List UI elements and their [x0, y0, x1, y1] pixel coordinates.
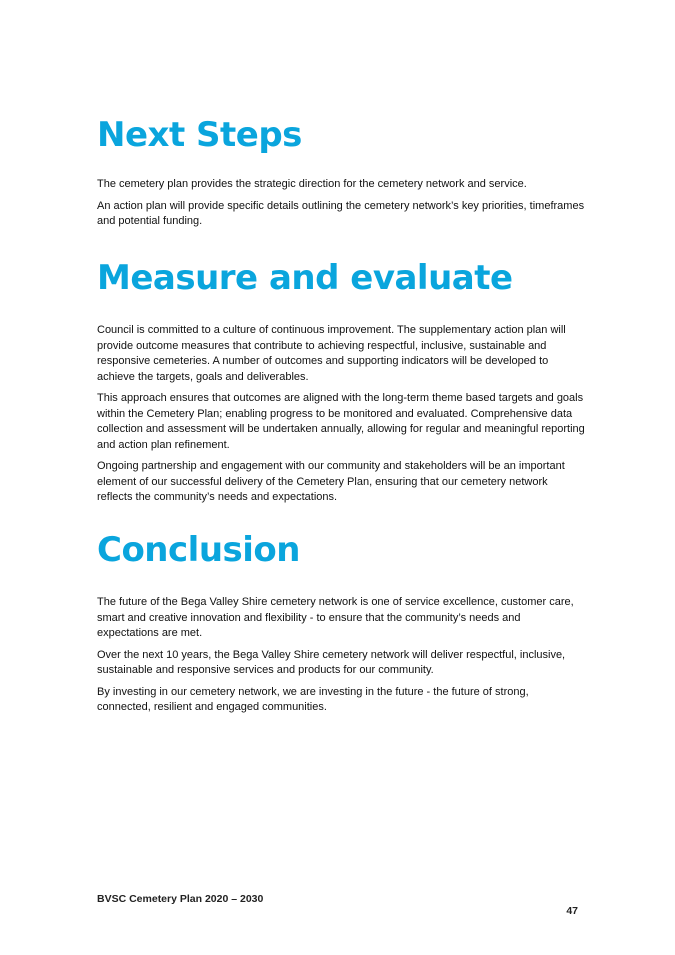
paragraph: The cemetery plan provides the strategic direction for the cemetery network and service. [97, 178, 527, 190]
paragraph: This approach ensures that outcomes are aligned with the long-term theme based targets and goals within the Cemetery Plan; enabling progress to be monitored and evaluated. Comprehensive data collection and assessment will be undertaken annually, allowing for regular and meaningful reporting and action plan refinement. [97, 392, 585, 451]
section-conclusion [97, 530, 585, 722]
paragraph: Ongoing partnership and engagement with our community and stakeholders will be an important element of our successful delivery of the Cemetery Plan, ensuring that our cemetery network reflects the community’s needs and expectations. [97, 460, 565, 503]
heading-next-steps: Next Steps [97, 115, 302, 155]
section-next-steps [97, 115, 585, 236]
page-number: 47 [566, 905, 578, 917]
paragraph: The future of the Bega Valley Shire cemetery network is one of service excellence, customer care, smart and creative innovation and flexibility - to ensure that the community’s needs and expectations are met. [97, 596, 574, 639]
heading-measure-and-evaluate: Measure and evaluate [97, 258, 513, 298]
paragraph: Over the next 10 years, the Bega Valley Shire cemetery network will deliver respectful, inclusive, sustainable and responsive services and products for our community. [97, 648, 566, 676]
paragraph: By investing in our cemetery network, we are investing in the future - the future of strong, connected, resilient and engaged communities. [97, 685, 529, 713]
footer-document-title: BVSC Cemetery Plan 2020 – 2030 [97, 893, 264, 905]
paragraph: Council is committed to a culture of continuous improvement. The supplementary action plan will provide outcome measures that contribute to achieving respectful, inclusive, sustainable and responsive cemeteries. A number of outcomes and supporting indicators will be developed to achieve the targets, goals and deliverables. [97, 324, 566, 383]
heading-conclusion: Conclusion [97, 530, 300, 570]
section-measure-and-evaluate [97, 258, 585, 512]
paragraph: An action plan will provide specific details outlining the cemetery network’s key priorities, timeframes and potential funding. [97, 199, 585, 227]
